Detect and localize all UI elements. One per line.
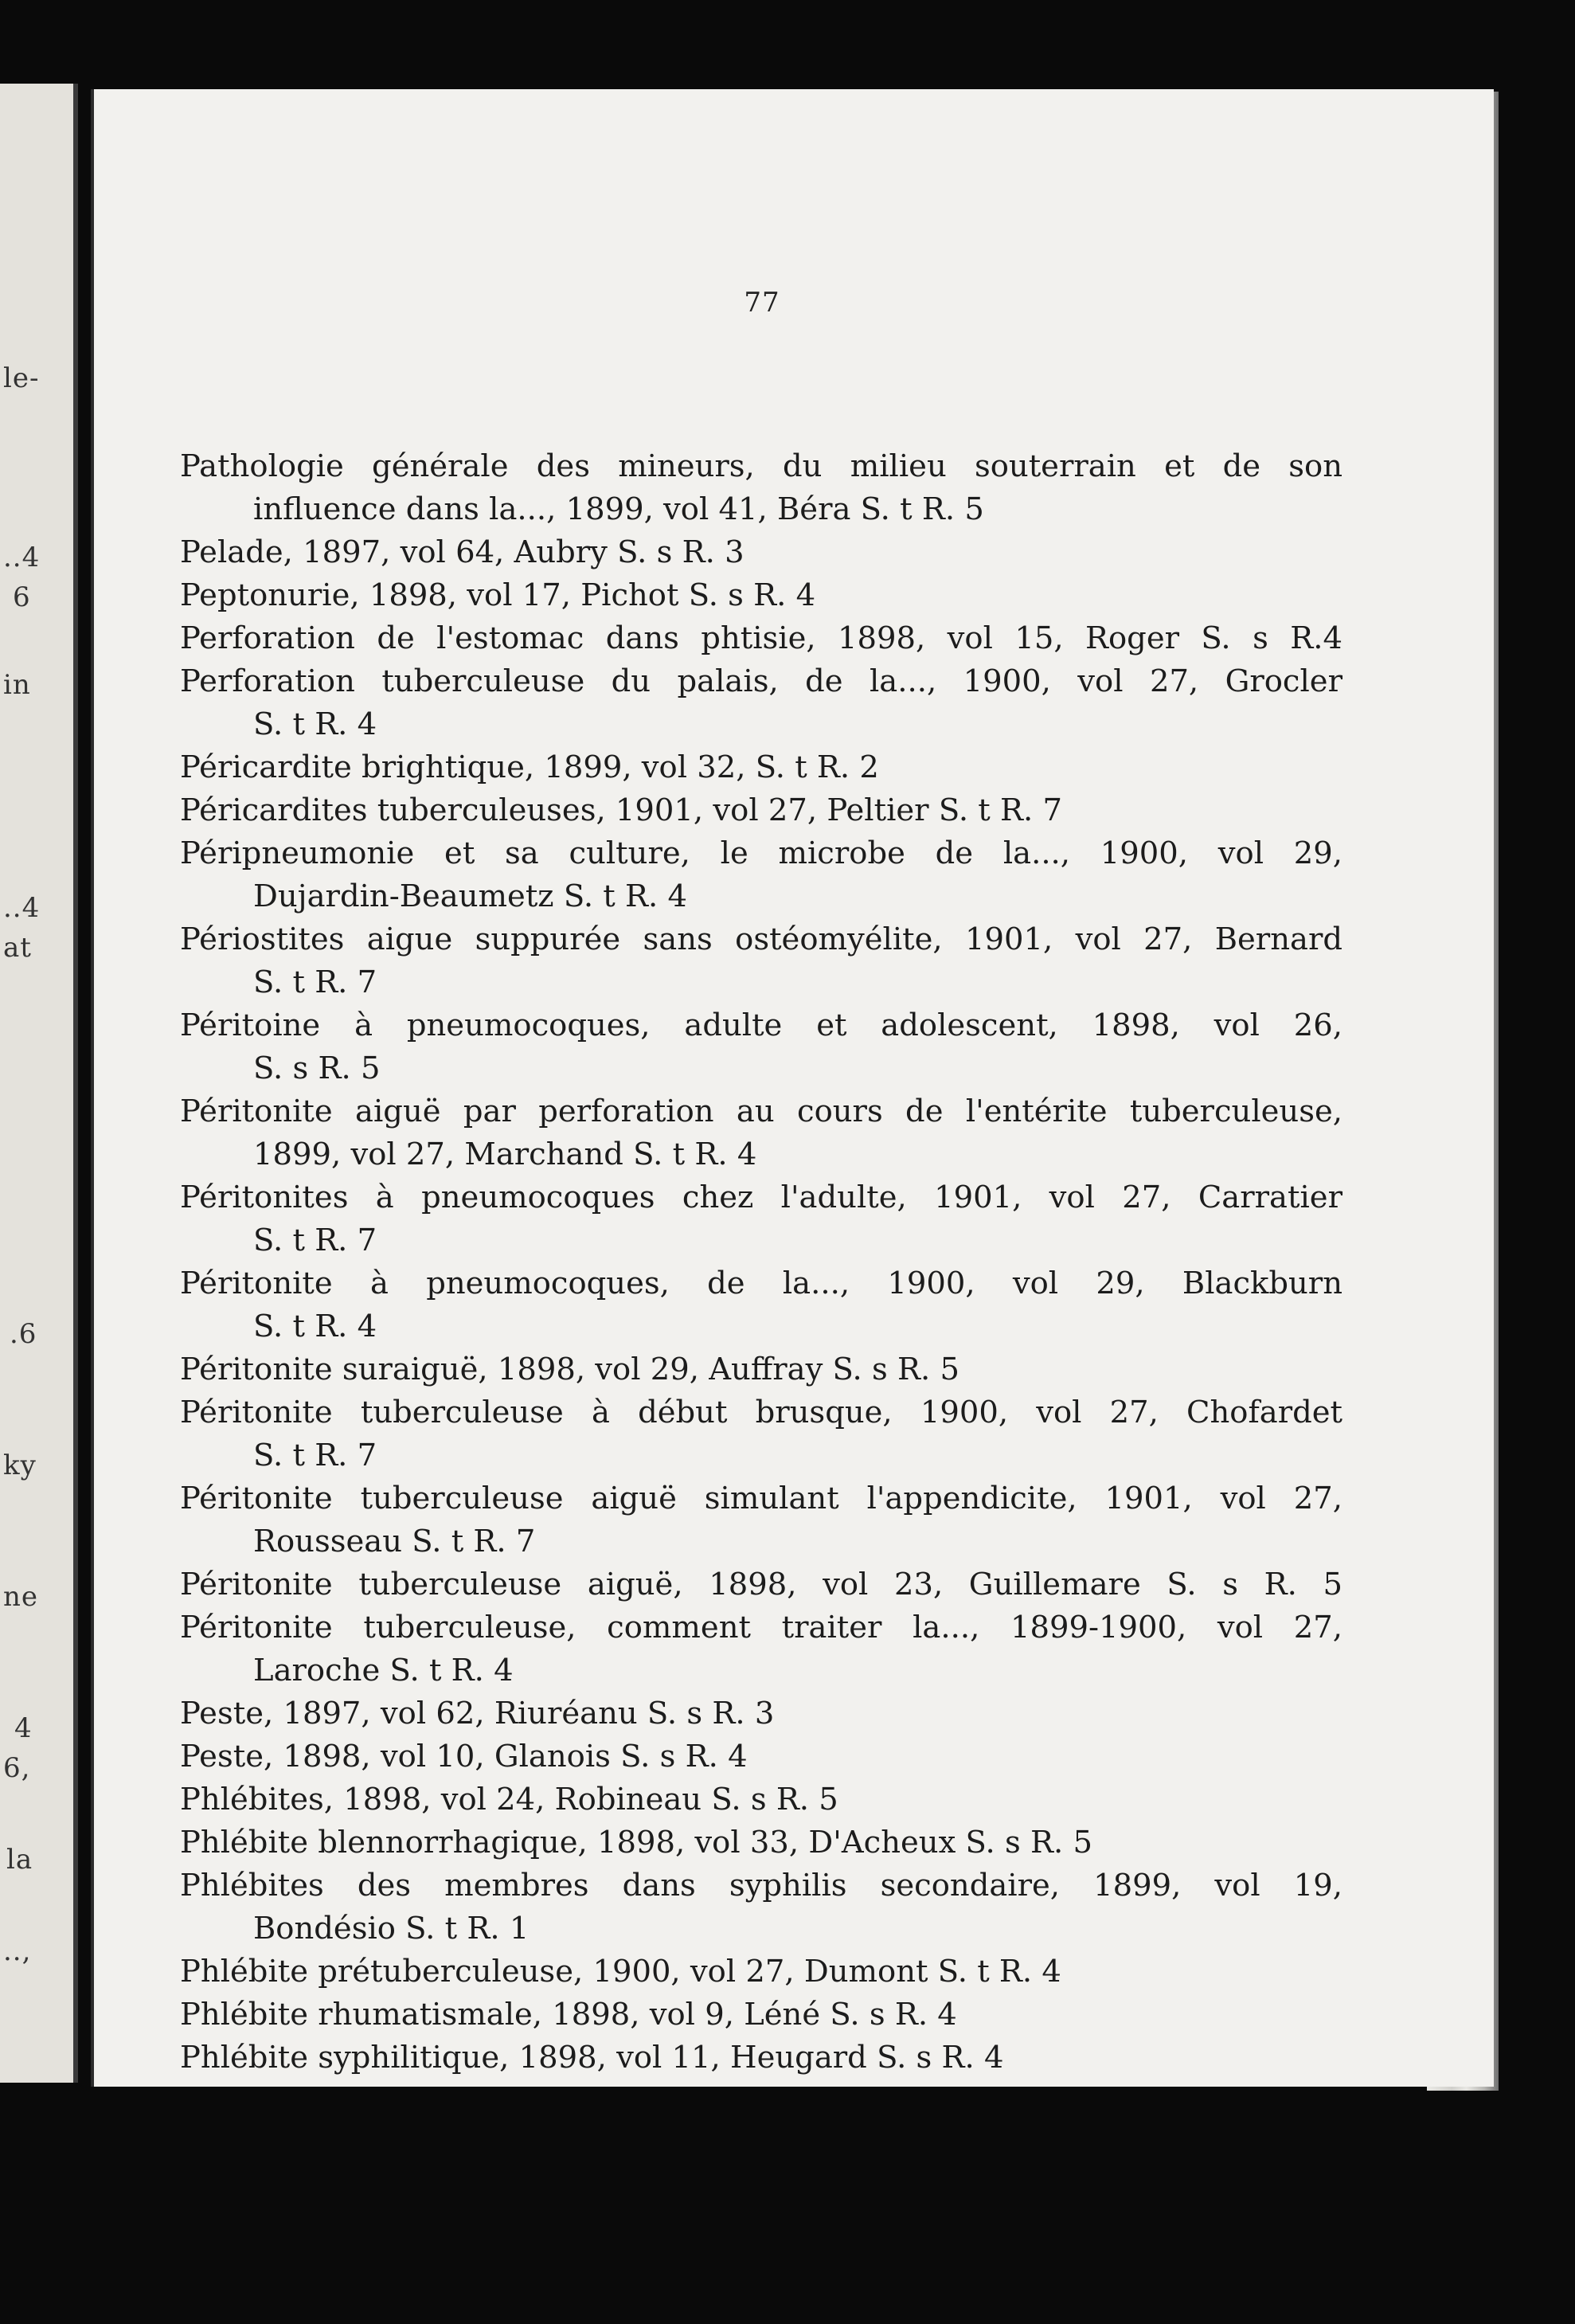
left-page-fragment: ne — [3, 1581, 39, 1613]
entry-continuation-line: S. t R. 7 — [253, 1223, 377, 1258]
entry-line: Phlébites, 1898, vol 24, Robineau S. s R. 5 — [180, 1782, 838, 1817]
entry-line: Phlébite rhumatismale, 1898, vol 9, Léné S. s R. 4 — [180, 1997, 957, 2033]
index-entries — [180, 445, 1342, 2079]
left-page-fragment: 6, — [3, 1752, 31, 1784]
left-page-fragment: in — [3, 669, 31, 701]
entry-continuation-line: Rousseau S. t R. 7 — [253, 1524, 536, 1559]
entry-line: Péritonite tuberculeuse aiguë, 1898, vol 23, Guillemare S. s R. 5 — [180, 1567, 1342, 1602]
entry-line: Phlébites des membres dans syphilis secondaire, 1899, vol 19, — [180, 1868, 1342, 1903]
left-page-fragment: at — [3, 932, 32, 964]
entry-line: Péritonite aiguë par perforation au cours de l'entérite tuberculeuse, — [180, 1094, 1342, 1129]
entry-line: Péripneumonie et sa culture, le microbe de la..., 1900, vol 29, — [180, 835, 1342, 871]
entry-line: Peptonurie, 1898, vol 17, Pichot S. s R. 4 — [180, 577, 816, 613]
entry-line: Pathologie générale des mineurs, du milieu souterrain et de son — [180, 448, 1342, 484]
left-page-fragment: .6 — [10, 1318, 37, 1350]
entry-line: Péritonite tuberculeuse aiguë simulant l'appendicite, 1901, vol 27, — [180, 1481, 1342, 1516]
entry-line: Perforation tuberculeuse du palais, de la..., 1900, vol 27, Grocler — [180, 663, 1342, 699]
entry-line: Péritonite suraiguë, 1898, vol 29, Auffray S. s R. 5 — [180, 1352, 959, 1387]
left-page-fragment: ..4 — [3, 542, 41, 573]
entry-line: Péritoine à pneumocoques, adulte et adolescent, 1898, vol 26, — [180, 1007, 1342, 1043]
entry-continuation-line: 1899, vol 27, Marchand S. t R. 4 — [253, 1137, 757, 1172]
left-page-fragment: ky — [3, 1450, 37, 1481]
entry-continuation-line: S. t R. 7 — [253, 1438, 377, 1473]
entry-continuation-line: influence dans la..., 1899, vol 41, Béra S. t R. 5 — [253, 491, 984, 527]
entry-line: Péricardite brightique, 1899, vol 32, S. t R. 2 — [180, 749, 879, 785]
entry-line: Peste, 1897, vol 62, Riuréanu S. s R. 3 — [180, 1696, 775, 1731]
left-page-fragment: 6 — [13, 581, 31, 613]
left-page-fragment: ..4 — [3, 892, 41, 924]
entry-line: Péritonite tuberculeuse, comment traiter la..., 1899-1900, vol 27, — [180, 1610, 1342, 1645]
entry-continuation-line: Laroche S. t R. 4 — [253, 1653, 514, 1688]
left-page-fragment: .., — [3, 1935, 32, 1967]
entry-line: Perforation de l'estomac dans phtisie, 1898, vol 15, Roger S. s R.4 — [180, 620, 1342, 656]
entry-continuation-line: Dujardin-Beaumetz S. t R. 4 — [253, 878, 687, 914]
entry-line: Pelade, 1897, vol 64, Aubry S. s R. 3 — [180, 534, 745, 570]
entry-continuation-line: S. t R. 7 — [253, 964, 377, 1000]
entry-continuation-line: S. s R. 5 — [253, 1050, 381, 1086]
entry-continuation-line: S. t R. 4 — [253, 1309, 377, 1344]
entry-line: Phlébite blennorrhagique, 1898, vol 33, D'Acheux S. s R. 5 — [180, 1825, 1092, 1860]
entry-line: Peste, 1898, vol 10, Glanois S. s R. 4 — [180, 1739, 748, 1774]
entry-line: Péritonites à pneumocoques chez l'adulte, 1901, vol 27, Carratier — [180, 1180, 1342, 1215]
entry-line: Phlébite syphilitique, 1898, vol 11, Heugard S. s R. 4 — [180, 2040, 1004, 2076]
entry-continuation-line: Bondésio S. t R. 1 — [253, 1911, 530, 1946]
adjacent-page-edge — [0, 84, 78, 2083]
entry-line: Phlébite prétuberculeuse, 1900, vol 27, Dumont S. t R. 4 — [180, 1954, 1061, 1989]
entry-continuation-line: S. t R. 4 — [253, 706, 377, 742]
book-page — [91, 89, 1494, 2087]
entry-line: Péritonite à pneumocoques, de la..., 1900, vol 29, Blackburn — [180, 1266, 1342, 1301]
entry-line: Péricardites tuberculeuses, 1901, vol 27, Peltier S. t R. 7 — [180, 792, 1062, 828]
left-page-fragment: le- — [3, 362, 40, 394]
left-page-fragment: 4 — [14, 1712, 33, 1744]
left-page-fragment: la — [6, 1844, 33, 1876]
entry-line: Péritonite tuberculeuse à début brusque, 1900, vol 27, Chofardet — [180, 1395, 1342, 1430]
entry-line: Périostites aigue suppurée sans ostéomyélite, 1901, vol 27, Bernard — [180, 921, 1342, 957]
page-number: 77 — [744, 287, 780, 319]
